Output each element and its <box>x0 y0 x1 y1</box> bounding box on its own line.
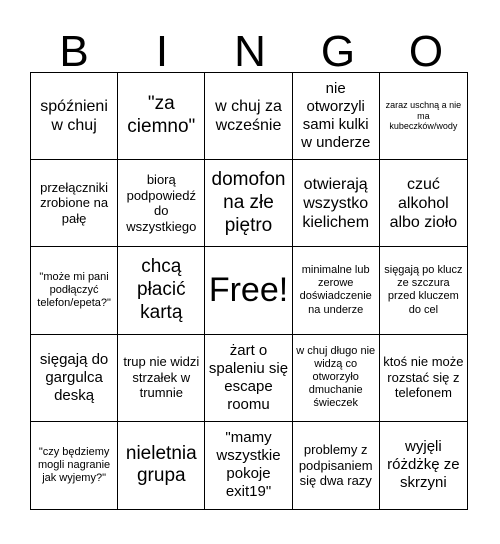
bingo-cell[interactable]: nieletnia grupa <box>118 422 205 509</box>
bingo-cell[interactable]: przełączniki zrobione na pałę <box>31 160 118 247</box>
bingo-cell[interactable]: sięgają do gargulca deską <box>31 335 118 422</box>
bingo-cell[interactable]: sięgają po klucz ze szczura przed kluczem do cel <box>380 247 467 334</box>
bingo-cell[interactable]: otwierają wszystko kielichem <box>293 160 380 247</box>
title-letter-g: G <box>320 27 356 76</box>
bingo-cell[interactable]: w chuj długo nie widzą co otworzyło dmuchanie świeczek <box>293 335 380 422</box>
bingo-cell[interactable]: "może mi pani podłączyć telefon/epeta?" <box>31 247 118 334</box>
title-letter-o: O <box>408 27 444 76</box>
bingo-cell[interactable]: czuć alkohol albo zioło <box>380 160 467 247</box>
title-letter-i: I <box>155 27 169 76</box>
bingo-cell[interactable]: spóźnieni w chuj <box>31 73 118 160</box>
bingo-cell[interactable]: wyjęli różdżkę ze skrzyni <box>387 438 460 492</box>
bingo-grid <box>30 72 468 510</box>
free-space[interactable]: Free! <box>205 247 292 334</box>
bingo-cell[interactable]: trup nie widzi strzałek w trumnie <box>118 335 205 422</box>
bingo-cell[interactable]: ktoś nie może rozstać się z telefonem <box>380 335 467 422</box>
bingo-cell[interactable]: zaraz uschną a nie ma kubeczków/wody <box>380 73 467 160</box>
bingo-cell[interactable]: chcą płacić kartą <box>118 247 205 334</box>
bingo-cell[interactable]: problemy z podpisaniem się dwa razy <box>293 422 380 509</box>
title-letter-b: B <box>59 27 89 76</box>
bingo-cell[interactable]: "czy będziemy mogli nagranie jak wyjemy?" <box>31 422 118 509</box>
title-letter-n: N <box>234 27 266 76</box>
bingo-cell[interactable]: domofon na złe piętro <box>205 160 292 247</box>
bingo-cell[interactable]: w chuj za wcześnie <box>205 73 292 160</box>
bingo-cell[interactable]: nie otworzyli sami kulki w underze <box>293 73 380 160</box>
bingo-cell[interactable]: "mamy wszystkie pokoje exit19" <box>205 422 292 509</box>
bingo-cell[interactable]: żart o spaleniu się escape roomu <box>205 335 292 422</box>
bingo-cell[interactable]: biorą podpowiedź do wszystkiego <box>118 160 205 247</box>
bingo-cell[interactable]: minimalne lub zerowe doświadczenie na underze <box>293 247 380 334</box>
bingo-cell[interactable]: "za ciemno" <box>118 73 205 160</box>
